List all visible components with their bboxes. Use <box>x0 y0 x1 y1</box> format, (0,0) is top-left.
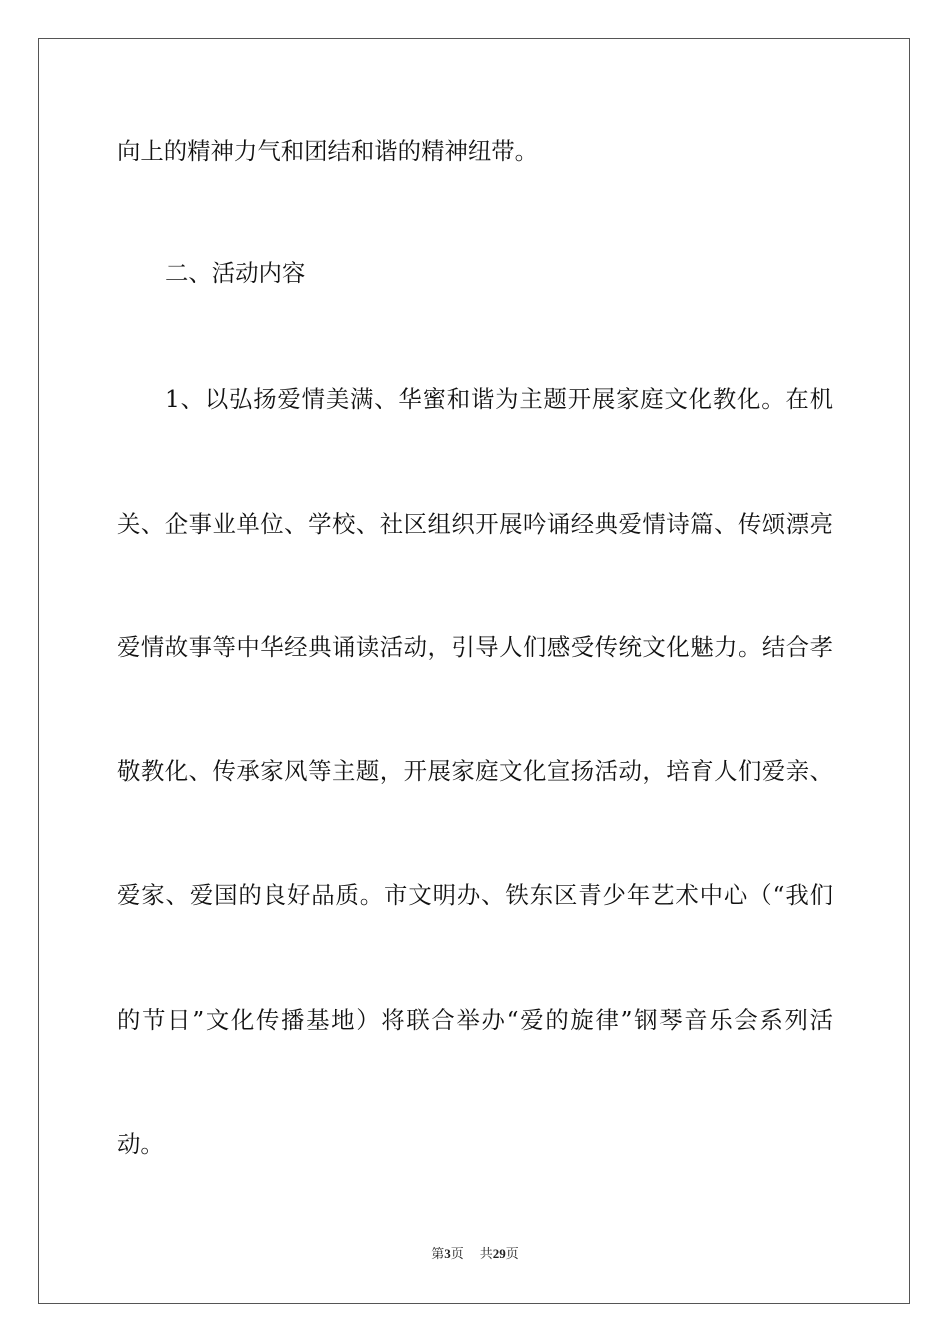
footer-total-prefix: 共 <box>479 1246 493 1261</box>
page-footer <box>0 1245 950 1263</box>
body-line-6: 敬教化、传承家风等主题，开展家庭文化宣扬活动，培育人们爱亲、 <box>117 757 833 785</box>
section-heading: 二、活动内容 <box>165 259 306 287</box>
body-line-8: 的节日”文化传播基地）将联合举办“爱的旋律”钢琴音乐会系列活 <box>117 1006 833 1034</box>
footer-total-suffix: 页 <box>505 1246 519 1261</box>
body-line-9: 动。 <box>117 1130 164 1158</box>
body-line-4: 关、企事业单位、学校、社区组织开展吟诵经典爱情诗篇、传颂漂亮 <box>117 510 833 538</box>
page-border <box>38 38 910 1304</box>
body-line-3: 1、以弘扬爱情美满、华蜜和谐为主题开展家庭文化教化。在机 <box>165 385 833 413</box>
body-line-1: 向上的精神力气和团结和谐的精神纽带。 <box>117 137 539 165</box>
body-line-5: 爱情故事等中华经典诵读活动，引导人们感受传统文化魅力。结合孝 <box>117 633 833 661</box>
footer-page-prefix: 第 <box>431 1246 445 1261</box>
footer-page-suffix: 页 <box>450 1246 464 1261</box>
footer-page-number: 3 <box>444 1246 451 1261</box>
body-line-7: 爱家、爱国的良好品质。市文明办、铁东区青少年艺术中心（“我们 <box>117 881 833 909</box>
footer-total-pages: 29 <box>492 1246 506 1261</box>
